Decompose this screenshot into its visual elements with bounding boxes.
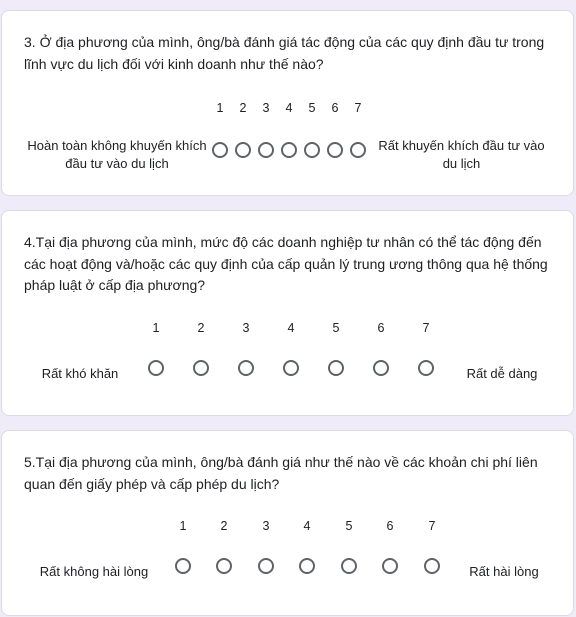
question-title: 4.Tại địa phương của mình, mức độ các doanh nghiệp tư nhân có thể tác động đến các hoạt động và/hoặc các quy định của cấp quản lý trung ương thông qua hệ thống pháp luật ở cấp địa phương?: [24, 234, 548, 293]
scale-radio-2[interactable]: [216, 558, 232, 574]
scale-label-3: 3: [262, 101, 270, 115]
scale-label-7: 7: [428, 519, 436, 533]
scale-label-6: 6: [377, 321, 385, 335]
scale-label-2: 2: [220, 519, 228, 533]
scale-label-6: 6: [331, 101, 339, 115]
scale-high-label: Rất hài lòng: [469, 564, 539, 579]
scale-label-7: 7: [422, 321, 430, 335]
scale-label-1: 1: [216, 101, 224, 115]
scale-radio-3[interactable]: [238, 360, 254, 376]
scale-label-4: 4: [303, 519, 311, 533]
scale-radio-3[interactable]: [258, 142, 274, 158]
scale-radio-2[interactable]: [235, 142, 251, 158]
question-title: 5.Tại địa phương của mình, ông/bà đánh giá như thế nào về các khoản chi phí liên quan đến giấy phép và cấp phép du lịch?: [24, 454, 538, 492]
scale-radio-1[interactable]: [148, 360, 164, 376]
scale-high-label: Rất khuyến khích đầu tư vào du lịch: [378, 138, 545, 171]
scale-radio-5[interactable]: [304, 142, 320, 158]
scale-label-1: 1: [179, 519, 187, 533]
scale-radio-4[interactable]: [281, 142, 297, 158]
scale-radio-7[interactable]: [418, 360, 434, 376]
scale-label-5: 5: [332, 321, 340, 335]
question-title: 3. Ở địa phương của mình, ông/bà đánh giá tác động của các quy định đầu tư trong lĩnh vực du lịch đối với kinh doanh như thế nào?: [24, 34, 545, 72]
question-card-4: [1, 210, 574, 416]
scale-label-5: 5: [345, 519, 353, 533]
scale-radio-1[interactable]: [212, 142, 228, 158]
scale-label-2: 2: [239, 101, 247, 115]
question-card-5: [1, 430, 574, 616]
scale-radio-3[interactable]: [258, 558, 274, 574]
question-card-3: [1, 10, 574, 196]
scale-low-label: Rất không hài lòng: [39, 564, 149, 579]
scale-label-5: 5: [308, 101, 316, 115]
scale-radio-6[interactable]: [327, 142, 343, 158]
scale-radio-5[interactable]: [328, 360, 344, 376]
scale-radio-5[interactable]: [341, 558, 357, 574]
scale-low-label: Hoàn toàn không khuyến khích đầu tư vào du lịch: [27, 138, 207, 171]
scale-low-label: Rất khó khăn: [41, 366, 119, 381]
scale-radio-4[interactable]: [283, 360, 299, 376]
scale-label-4: 4: [285, 101, 293, 115]
scale-radio-2[interactable]: [193, 360, 209, 376]
scale-label-6: 6: [386, 519, 394, 533]
scale-radio-6[interactable]: [373, 360, 389, 376]
scale-radio-7[interactable]: [424, 558, 440, 574]
scale-label-3: 3: [242, 321, 250, 335]
scale-label-3: 3: [262, 519, 270, 533]
scale-radio-1[interactable]: [175, 558, 191, 574]
scale-label-7: 7: [354, 101, 362, 115]
scale-label-2: 2: [197, 321, 205, 335]
scale-high-label: Rất dễ dàng: [466, 366, 538, 381]
scale-radio-4[interactable]: [299, 558, 315, 574]
scale-radio-7[interactable]: [350, 142, 366, 158]
scale-radio-6[interactable]: [382, 558, 398, 574]
scale-label-4: 4: [287, 321, 295, 335]
scale-label-1: 1: [152, 321, 160, 335]
